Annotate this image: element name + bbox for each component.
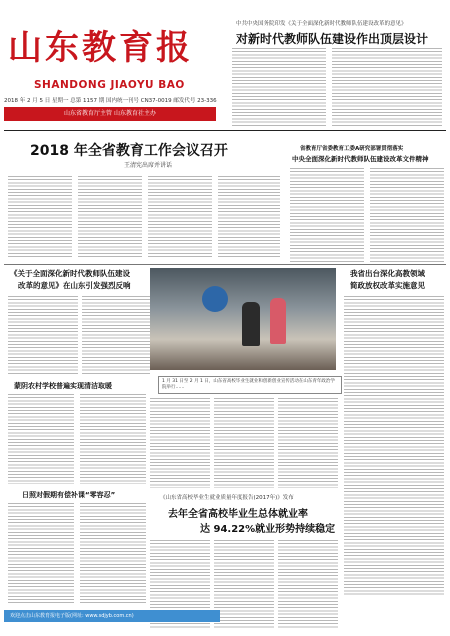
footer-link[interactable]: 欢迎点击山东教育报电子版(网址: www.sdjyb.com.cn) (4, 610, 220, 622)
right-story-col-2 (370, 168, 444, 262)
masthead-subtitle: SHANDONG JIAOYU BAO (34, 79, 185, 91)
lead-col-3 (148, 176, 212, 258)
article-col-a (150, 398, 210, 488)
masthead-title: 山东教育报 (8, 28, 193, 68)
top-story-headline: 对新时代教师队伍建设作出顶层设计 (236, 32, 429, 46)
employment-kicker: 《山东省高校毕业生就业质量年度报告(2017年)》发布 (160, 495, 294, 501)
divider (4, 264, 446, 265)
brief-2-col-1 (8, 503, 74, 603)
event-logo (202, 286, 228, 312)
lead-col-2 (78, 176, 142, 258)
brief-headline-2: 日照对假期有偿补课“零容忍” (22, 491, 116, 499)
left-story-headline-1: 《关于全面深化新时代教师队伍建设 (10, 269, 130, 278)
lead-col-1 (8, 176, 72, 258)
employment-headline-2: 达 94.22%就业形势持续稳定 (200, 524, 336, 535)
lead-headline: 2018 年全省教育工作会议召开 (30, 143, 228, 159)
divider (4, 130, 446, 131)
top-story-col-1 (232, 48, 326, 128)
brief-2-col-2 (80, 503, 146, 603)
masthead-banner: 山东省教育厅主管 山东教育社主办 (4, 107, 216, 121)
right-feature-headline-2: 简政放权改革实施意见 (350, 281, 425, 290)
left-story-col-1 (8, 296, 78, 374)
employment-headline-1: 去年全省高校毕业生总体就业率 (168, 509, 308, 520)
right-feature-body (344, 296, 444, 596)
brief-headline-1: 蒙阴农村学校普遍实现清洁取暖 (14, 382, 112, 390)
person-figure (242, 302, 260, 346)
right-feature-headline-1: 我省出台深化高教领域 (350, 269, 425, 278)
employment-col-2 (214, 540, 274, 628)
brief-1-col-1 (8, 394, 74, 484)
right-story-kicker: 省教育厅省委教育工委A研究部署贯彻落实 (300, 146, 404, 152)
lead-subhead: 王清宪出席并讲话 (124, 162, 173, 169)
photo-caption: 1 月 31 日至 2 月 1 日，山东省高校毕业生就业和创新创业宣传活动在山东青年政治学院举行…… (158, 376, 342, 394)
top-story-col-2 (332, 48, 442, 128)
top-story-kicker: 中共中央国务院印发《关于全面深化新时代教师队伍建设改革的意见》 (236, 21, 407, 27)
person-figure (270, 298, 286, 344)
news-photo (150, 268, 336, 370)
lead-col-4 (218, 176, 280, 258)
brief-1-col-2 (80, 394, 146, 484)
left-story-headline-2: 改革的意见》在山东引发强烈反响 (18, 281, 131, 290)
left-story-col-2 (82, 296, 150, 374)
dateline: 2018 年 2 月 5 日 星期一 总第 1157 期 国内统一刊号 CN37-0019 邮发代号 23-336 (4, 98, 217, 104)
article-col-b (214, 398, 274, 488)
right-story-col-1 (290, 168, 364, 262)
right-story-headline: 中央全面深化新时代教师队伍建设改革文件精神 (292, 155, 429, 163)
article-col-c (278, 398, 338, 488)
employment-col-3 (278, 540, 338, 628)
